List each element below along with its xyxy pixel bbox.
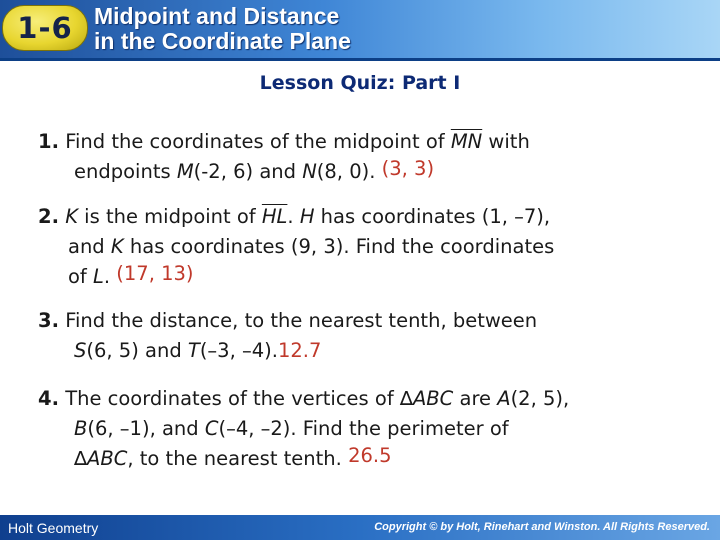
point-label: N: [302, 160, 317, 183]
question-4-line1: [38, 384, 710, 414]
footer-bar: [0, 515, 720, 540]
question-text: The coordinates of the vertices of ∆: [65, 387, 413, 410]
question-4-line3: [38, 444, 710, 474]
question-text: are: [453, 387, 498, 410]
header-divider: [0, 58, 720, 61]
answer-2: (17, 13): [116, 262, 194, 285]
question-2-line3: [38, 262, 710, 292]
footer-publisher-book: Holt Geometry: [8, 520, 99, 536]
segment-label: $\overline{HL}$: [261, 205, 288, 228]
question-text: is the midpoint of: [77, 205, 262, 228]
question-text: with: [482, 130, 530, 153]
question-2: [38, 202, 710, 292]
point-label: K: [110, 235, 124, 258]
question-text: Find the distance, to the nearest tenth, between: [65, 309, 538, 332]
triangle-label: ABC: [412, 387, 454, 410]
answer-3: 12.7: [277, 339, 322, 362]
question-number: 1.: [38, 130, 59, 153]
point-label: A: [497, 387, 511, 410]
question-1-line2: [38, 157, 710, 187]
footer-copyright: Copyright © by Holt, Rinehart and Winston. All Rights Reserved.: [374, 521, 710, 533]
question-number: 4.: [38, 387, 59, 410]
question-4-line2: [38, 414, 710, 444]
point-label: T: [187, 339, 200, 362]
question-text: , to the nearest tenth.: [127, 447, 349, 470]
answer-1: (3, 3): [381, 157, 435, 180]
point-label: C: [204, 417, 219, 440]
triangle-label: ABC: [87, 447, 128, 470]
answer-4: 26.5: [348, 444, 392, 467]
question-4: [38, 384, 710, 474]
question-text: (6, –1), and: [87, 417, 205, 440]
question-number: 2.: [38, 205, 59, 228]
question-number: 3.: [38, 309, 59, 332]
point-label: M: [176, 160, 194, 183]
point-label: H: [299, 205, 315, 228]
point-label: L: [93, 265, 104, 288]
question-1: [38, 127, 710, 187]
question-text: endpoints: [74, 160, 177, 183]
lesson-number: 1-6: [17, 11, 73, 45]
question-text: of: [68, 265, 93, 288]
question-text: .: [103, 265, 117, 288]
lesson-title-line1: Midpoint and Distance: [94, 3, 340, 29]
question-text: .: [287, 205, 300, 228]
question-text: (2, 5),: [510, 387, 570, 410]
quiz-title: Lesson Quiz: Part I: [259, 72, 461, 94]
question-text: (-2, 6) and: [193, 160, 303, 183]
question-text: (–3, –4).: [199, 339, 278, 362]
question-text: and: [68, 235, 111, 258]
point-label: S: [74, 339, 87, 362]
question-3: [38, 306, 710, 366]
question-text: (–4, –2). Find the perimeter of: [218, 417, 509, 440]
question-1-line1: [38, 127, 710, 157]
lesson-title: [94, 4, 351, 54]
question-text: (8, 0).: [316, 160, 382, 183]
segment-label: $\overline{MN}$: [450, 130, 483, 153]
question-2-line2: [38, 232, 710, 262]
point-label: B: [74, 417, 88, 440]
lesson-title-line2: in the Coordinate Plane: [94, 28, 351, 54]
question-2-line1: [38, 202, 710, 232]
lesson-badge: [2, 5, 88, 51]
question-text: has coordinates (1, –7),: [314, 205, 551, 228]
question-text: has coordinates (9, 3). Find the coordinates: [123, 235, 555, 258]
question-text: (6, 5) and: [86, 339, 188, 362]
point-label: K: [65, 205, 78, 228]
question-3-line1: [38, 306, 710, 336]
question-text: ∆: [74, 447, 88, 470]
question-3-line2: [38, 336, 710, 366]
question-text: Find the coordinates of the midpoint of: [65, 130, 451, 153]
